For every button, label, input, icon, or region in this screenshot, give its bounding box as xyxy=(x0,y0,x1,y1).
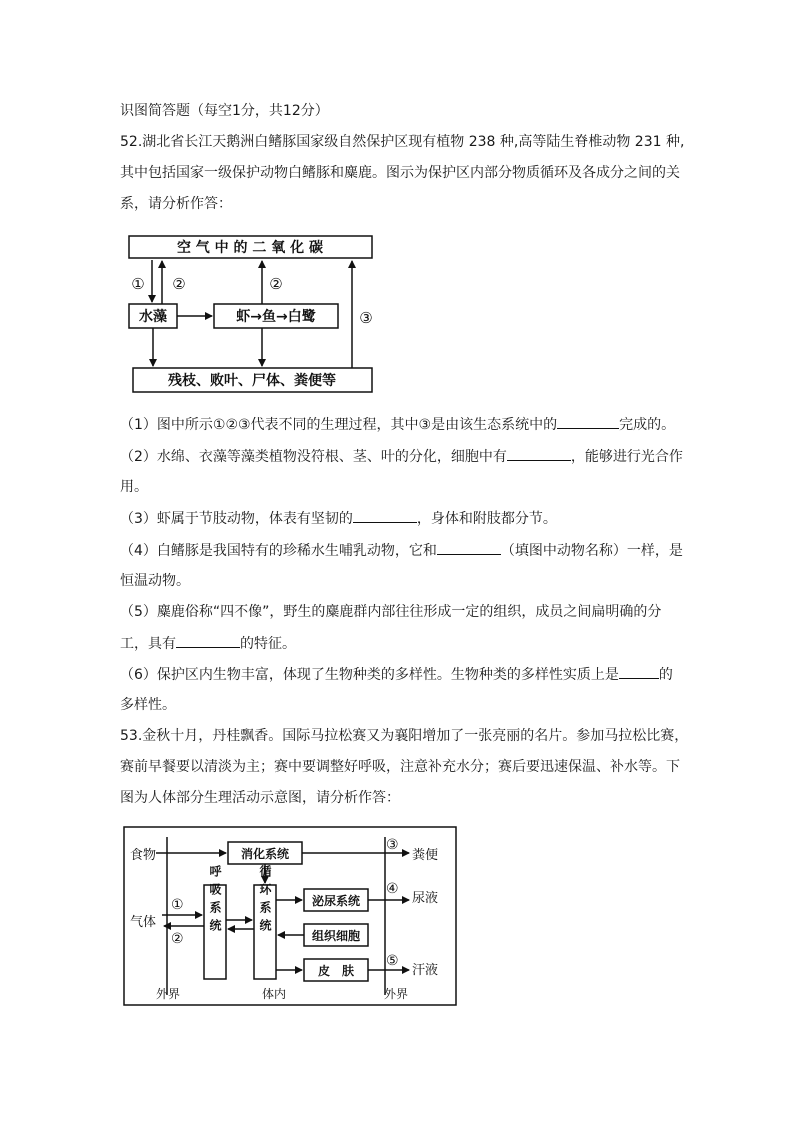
marker-5: ⑤ xyxy=(386,953,399,969)
co2-box-label: 空 气 中 的 二 氧 化 碳 xyxy=(176,240,324,256)
gas-label: 气体 xyxy=(130,915,157,930)
tissue-cells-label: 组织细胞 xyxy=(311,929,361,943)
q52-item-4-cont: 恒温动物。 xyxy=(120,573,190,589)
q53-intro-line-1: 53.金秋十月，丹桂飘香。国际马拉松赛又为襄阳增加了一张亮丽的名片。参加马拉松比赛， xyxy=(120,728,689,744)
process-3-label: ③ xyxy=(359,309,373,327)
process-2-label-a: ② xyxy=(172,275,186,293)
marker-2: ② xyxy=(171,931,184,947)
answer-blank[interactable] xyxy=(557,414,619,429)
q52-item-2-cont: 用。 xyxy=(120,479,148,495)
answer-blank[interactable] xyxy=(437,540,501,555)
q52-item-4: （4）白鳍豚是我国特有的珍稀水生哺乳动物，它和 （填图中动物名称）一样，是 xyxy=(120,540,680,561)
answer-blank[interactable] xyxy=(619,664,659,679)
outside-right-label: 外界 xyxy=(384,987,409,1001)
q52-intro-line-3: 系，请分析作答： xyxy=(120,196,232,212)
urinary-system-label: 泌尿系统 xyxy=(311,894,361,908)
urine-label: 尿液 xyxy=(412,891,439,906)
decomposer-box-label: 残枝、败叶、尸体、粪便等 xyxy=(168,373,336,389)
food-label: 食物 xyxy=(130,848,157,863)
process-1-label: ① xyxy=(131,275,145,293)
marker-1: ① xyxy=(171,897,184,913)
q52-item-5: （5）麋鹿俗称“四不像”，野生的麋鹿群内部往往形成一定的组织，成员之间扁明确的分 xyxy=(120,604,662,620)
feces-label: 粪便 xyxy=(412,848,439,863)
skin-label: 皮 肤 xyxy=(317,964,355,978)
q52-item-5-cont: 工，具有 的特征。 xyxy=(120,633,680,654)
algae-box-label: 水藻 xyxy=(139,309,167,325)
respiratory-system-label: 呼吸系统 xyxy=(208,865,222,937)
circulatory-system-label: 循环系统 xyxy=(258,865,272,937)
answer-blank[interactable] xyxy=(353,508,417,523)
food-chain-box-label: 虾→鱼→白鹭 xyxy=(236,309,316,325)
human-physiology-diagram xyxy=(120,823,460,1009)
q52-intro-line-1: 52.湖北省长江天鹅洲白鳍豚国家级自然保护区现有植物 238 种,高等陆生脊椎动物 231 种, xyxy=(120,134,685,150)
answer-blank[interactable] xyxy=(507,446,571,461)
answer-blank[interactable] xyxy=(176,633,240,648)
section-title: 识图简答题（每空1分，共12分） xyxy=(120,103,329,119)
q52-item-2: （2）水绵、衣藻等藻类植物没符根、茎、叶的分化，细胞中有 ，能够进行光合作 xyxy=(120,446,680,467)
outside-left-label: 外界 xyxy=(156,987,181,1001)
material-cycle-diagram xyxy=(126,230,376,396)
q52-item-6: （6）保护区内生物丰富，体现了生物种类的多样性。生物种类的多样性实质上是 的 xyxy=(120,664,680,685)
q53-intro-line-3: 图为人体部分生理活动示意图，请分析作答： xyxy=(120,790,400,806)
q52-item-3: （3）虾属于节肢动物，体表有坚韧的 ，身体和附肢都分节。 xyxy=(120,508,680,529)
q53-intro-line-2: 赛前早餐要以清淡为主；赛中要调整好呼吸，注意补充水分；赛后要迅速保温、补水等。下 xyxy=(120,759,680,775)
q52-item-6-cont: 多样性。 xyxy=(120,697,176,713)
marker-4: ④ xyxy=(386,881,399,897)
q52-intro-line-2: 其中包括国家一级保护动物白鳍豚和麋鹿。图示为保护区内部分物质循环及各成分之间的关 xyxy=(120,165,680,181)
q52-item-1: （1）图中所示①②③代表不同的生理过程，其中③是由该生态系统中的 完成的。 xyxy=(120,414,680,435)
marker-3: ③ xyxy=(386,837,399,853)
sweat-label: 汗液 xyxy=(412,963,439,978)
process-2-label-b: ② xyxy=(269,275,283,293)
digestive-system-label: 消化系统 xyxy=(240,847,290,861)
inside-label: 体内 xyxy=(262,987,287,1001)
